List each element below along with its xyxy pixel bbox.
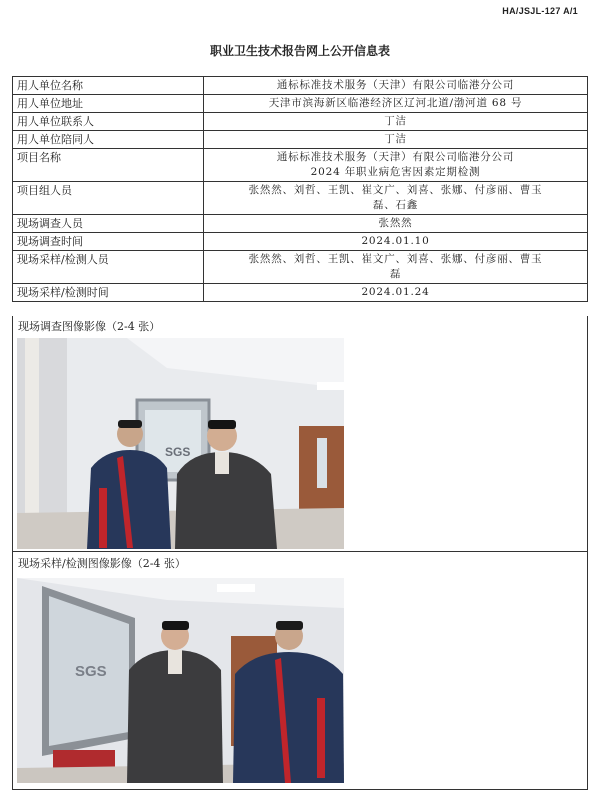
info-row: [13, 131, 588, 149]
row-value-line: 通标标准技术服务（天津）有限公司临港分公司: [276, 151, 515, 163]
row-value: [204, 95, 588, 113]
row-value-line: 通标标准技术服务（天津）有限公司临港分公司: [276, 79, 515, 91]
row-value: [204, 77, 588, 95]
info-row: [13, 95, 588, 113]
info-row: [13, 284, 588, 302]
survey-photo-caption: 现场调查图像影像（2-4 张）: [18, 320, 161, 333]
row-label: 现场采样/检测人员: [13, 251, 204, 284]
row-label: 现场调查人员: [13, 215, 204, 233]
sampling-photo-caption: 现场采样/检测图像影像（2-4 张）: [18, 557, 186, 570]
sampling-photo: [17, 578, 344, 783]
row-value: [204, 215, 588, 233]
row-value: [204, 251, 588, 284]
row-value-line: 张然然: [378, 217, 413, 229]
info-row: [13, 251, 588, 284]
row-label: 用人单位名称: [13, 77, 204, 95]
row-label: 用人单位联系人: [13, 113, 204, 131]
row-label: 用人单位陪同人: [13, 131, 204, 149]
survey-photo: [17, 338, 344, 549]
row-value-line: 丁洁: [384, 115, 407, 127]
sgs-logo-text: SGS: [165, 445, 191, 459]
row-value-line: 磊: [389, 268, 402, 280]
row-value: [204, 284, 588, 302]
document-code: HA/JSJL-127 A/1: [502, 6, 578, 16]
row-value: [204, 182, 588, 215]
row-value-line: 张然然、刘哲、王凯、崔文广、刘喜、张娜、付彦丽、曹玉: [248, 184, 543, 196]
info-row: [13, 113, 588, 131]
info-row: [13, 77, 588, 95]
info-row: [13, 182, 588, 215]
document-title: 职业卫生技术报告网上公开信息表: [209, 44, 390, 58]
row-value: [204, 131, 588, 149]
survey-photo-section: [12, 316, 588, 552]
sgs-logo-text: SGS: [75, 663, 107, 680]
info-row: [13, 149, 588, 182]
info-row: [13, 233, 588, 251]
row-value-line: 张然然、刘哲、王凯、崔文广、刘喜、张娜、付彦丽、曹玉: [248, 253, 543, 265]
sampling-photo-section: [12, 552, 588, 790]
row-value-line: 天津市滨海新区临港经济区辽河北道/渤河道 68 号: [268, 97, 523, 109]
row-label: 项目组人员: [13, 182, 204, 215]
row-label: 项目名称: [13, 149, 204, 182]
row-value-line: 磊、石鑫: [372, 199, 419, 211]
info-table: [12, 76, 588, 302]
row-label: 现场调查时间: [13, 233, 204, 251]
row-label: 用人单位地址: [13, 95, 204, 113]
row-value: [204, 149, 588, 182]
row-value-line: 2024.01.24: [361, 286, 430, 298]
row-value: [204, 233, 588, 251]
info-row: [13, 215, 588, 233]
row-value-line: 丁洁: [384, 133, 407, 145]
row-value: [204, 113, 588, 131]
row-value-line: 2024 年职业病危害因素定期检测: [310, 166, 481, 178]
row-value-line: 2024.01.10: [361, 235, 430, 247]
row-label: 现场采样/检测时间: [13, 284, 204, 302]
